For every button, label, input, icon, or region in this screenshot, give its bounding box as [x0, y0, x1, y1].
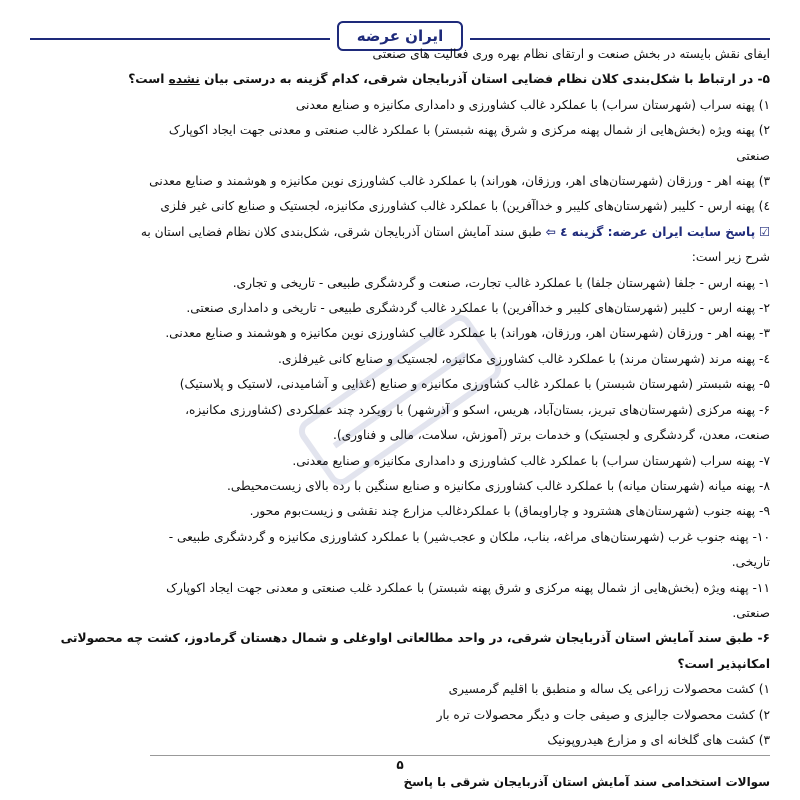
- text-line: شرح زیر است:: [691, 250, 770, 265]
- option-4: ٤) پهنه ارس - کلیبر (شهرستان‌های کلیبر و خداآفرین) با عملکرد غالب کشاورزی مکانیزه، لجستیک و صنایع کانی غیر فلزی: [160, 199, 770, 214]
- footer-title: سوالات استخدامی سند آمایش استان آذربایجان شرقی با پاسخ: [403, 775, 770, 789]
- checkbox-icon: ☑: [759, 224, 770, 239]
- option-1: ۱) پهنه سراب (شهرستان سراب) با عملکرد غالب کشاورزی و دامداری مکانیزه و صنایع معدنی: [295, 97, 770, 112]
- list-item: ۶- پهنه مرکزی (شهرستان‌های تبریز، بستان‌آباد، هریس، اسکو و آذرشهر) با رویکرد چند عملکردی (کشاورزی مکانیزه،: [185, 402, 770, 417]
- list-item: ٤- پهنه مرند (شهرستان مرند) با عملکرد غالب کشاورزی مکانیزه، لجستیک و صنایع کانی غیرفلزی.: [278, 351, 770, 366]
- header-rule-right: [470, 38, 770, 40]
- question-6-continued: امکانپذیر است؟: [677, 656, 770, 671]
- option-3: ۳) پهنه اهر - ورزقان (شهرستان‌های اهر، ورزقان، هوراند) با عملکرد غالب کشاورزی نوین مکانیزه و هوشمند و صنایع معدنی: [149, 174, 770, 189]
- document-body: [60, 42, 770, 753]
- question-6: ۶- طبق سند آمایش استان آذربایجان شرقی، در واحد مطالعاتی اواوغلی و شمال دهستان گرمادوز، کشت چه محصولاتی: [60, 631, 770, 646]
- question-5-text: ۵- در ارتباط با شکل‌بندی کلان نظام فضایی استان آذربایجان شرقی، کدام گزینه به درستی بیان: [199, 72, 770, 87]
- list-item: ۸- پهنه میانه (شهرستان میانه) با عملکرد غالب کشاورزی مکانیزه و صنایع سنگین با رده بالای زیست‌محیطی.: [227, 478, 770, 493]
- text-line: ایفای نقش بایسته در بخش صنعت و ارتقای نظام بهره وری فعالیت های صنعتی: [372, 47, 770, 61]
- list-item: ۳- پهنه اهر - ورزقان (شهرستان اهر، ورزقان، هوراند) با عملکرد غالب کشاورزی نوین مکانیزه و هوشمند و صنایع معدنی.: [165, 326, 770, 341]
- list-item: ۱۰- پهنه جنوب غرب (شهرستان‌های مراغه، بناب، ملکان و عجب‌شیر) با عملکرد کشاورزی مکانیزه و گردشگری طبیعی -: [168, 529, 770, 544]
- list-item-continued: صنعتی.: [732, 605, 770, 620]
- list-item-continued: تاریخی.: [731, 555, 770, 570]
- question-5-emphasis: نشده: [168, 72, 200, 87]
- question-5-end: است؟: [128, 72, 169, 87]
- question-5: [128, 67, 770, 92]
- header-rule-left: [30, 38, 330, 40]
- option-2: ۲) کشت محصولات جالیزی و صیفی جات و دیگر محصولات تره بار: [436, 707, 770, 722]
- option-2: ۲) پهنه ویژه (بخش‌هایی از شمال پهنه مرکزی و شرق پهنه شبستر) با عملکرد غالب صنعتی و معدنی جهت ایجاد اکوپارک: [168, 123, 770, 138]
- list-item: ۲- پهنه ارس - کلیبر (شهرستان‌های کلیبر و خداآفرین) با عملکرد غالب گردشگری طبیعی - تاریخی و دامداری صنعتی.: [186, 301, 770, 316]
- option-1: ۱) کشت محصولات زراعی یک ساله و منطبق با اقلیم گرمسیری: [448, 682, 770, 697]
- page-number: ۵: [396, 758, 404, 772]
- answer-line: [140, 220, 770, 245]
- answer-label: پاسخ سایت ایران عرضه: گزینه ٤ ⇦: [545, 224, 756, 239]
- list-item: ۵- پهنه شبستر (شهرستان شبستر) با عملکرد غالب کشاورزی مکانیزه و صنایع (غذایی و آشامیدنی، لاستیک و پلاستیک): [179, 377, 770, 392]
- list-item: ۱۱- پهنه ویژه (بخش‌هایی از شمال پهنه مرکزی و شرق پهنه شبستر) با عملکرد غلب صنعتی و معدنی جهت ایجاد اکوپارک: [166, 580, 770, 595]
- list-item: ۱- پهنه ارس - جلفا (شهرستان جلفا) با عملکرد غالب تجارت، صنعت و گردشگری طبیعی - تاریخی و تجاری.: [232, 275, 770, 290]
- option-2-continued: صنعتی: [736, 148, 770, 163]
- list-item: ۷- پهنه سراب (شهرستان سراب) با عملکرد غالب کشاورزی و دامداری مکانیزه و صنایع معدنی.: [292, 453, 770, 468]
- list-item: ۹- پهنه جنوب (شهرستان‌های هشترود و چاراویماق) با عملکردغالب مزارع چند نقشی و زیست‌بوم محور.: [249, 504, 770, 519]
- footer-rule: [150, 755, 770, 756]
- list-item-continued: صنعت، معدن، گردشگری و لجستیک) و خدمات برتر (آموزش، سلامت، مالی و فناوری).: [333, 428, 770, 443]
- option-3: ۳) کشت های گلخانه ای و مزارع هیدروپونیک: [547, 732, 770, 747]
- answer-text: طبق سند آمایش استان آذربایجان شرقی، شکل‌بندی کلان نظام فضایی استان به: [140, 224, 546, 239]
- logo-text: ایران عرضه: [337, 21, 463, 51]
